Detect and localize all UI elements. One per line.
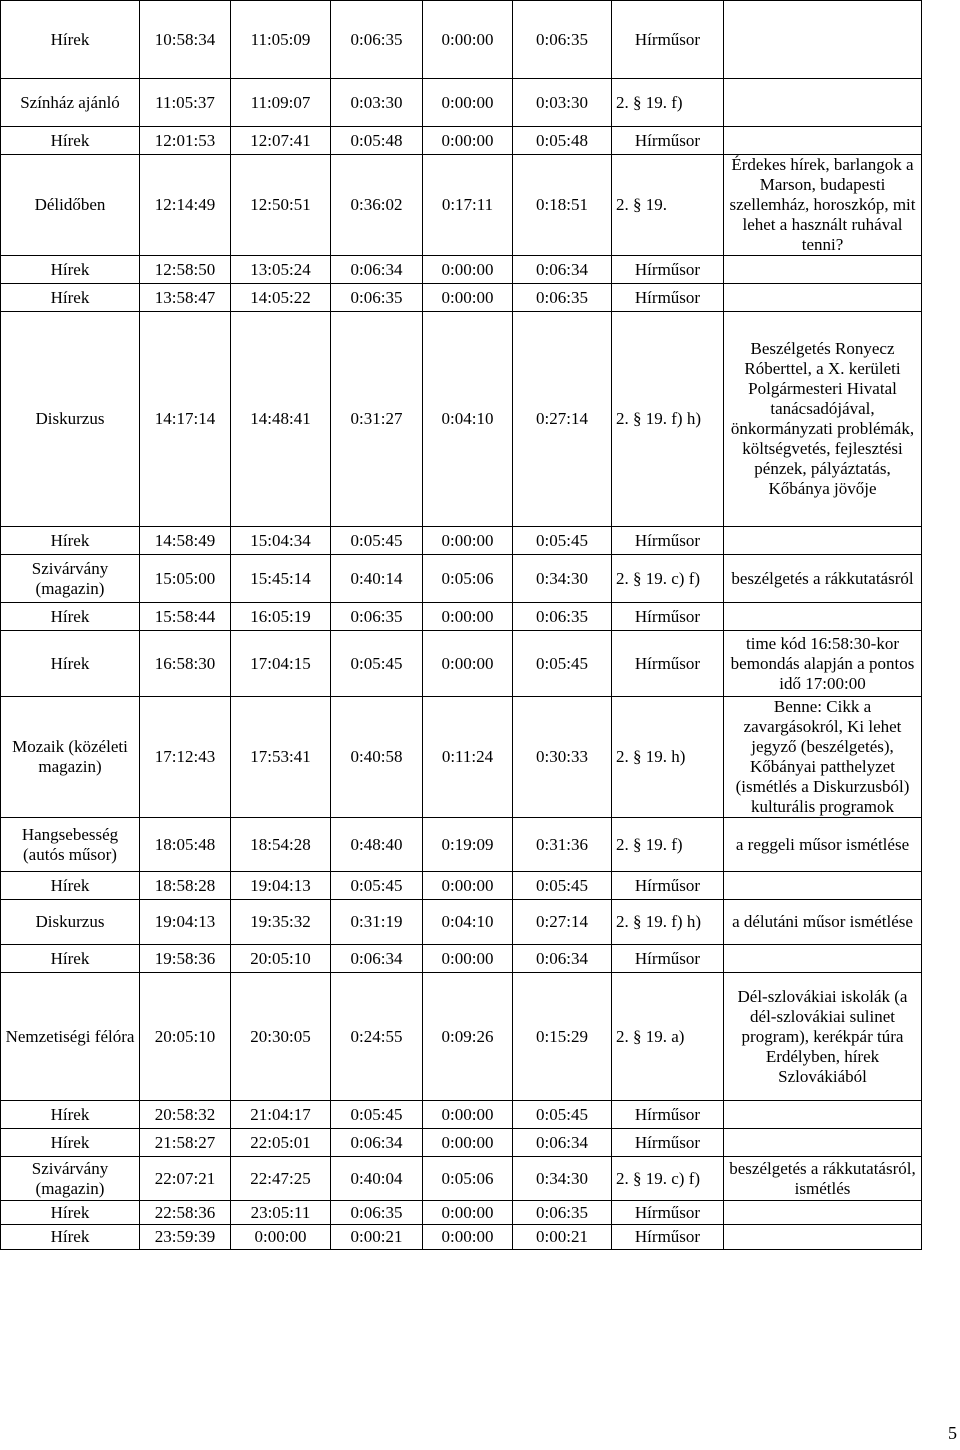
cell-category: Hírműsor (612, 1129, 724, 1157)
cell-duration: 0:06:35 (331, 1, 423, 79)
cell-ads: 0:00:00 (423, 127, 513, 155)
cell-end: 23:05:11 (231, 1201, 331, 1225)
cell-program: Hírek (1, 1101, 140, 1129)
cell-start: 13:58:47 (140, 284, 231, 312)
cell-program: Hírek (1, 1225, 140, 1250)
cell-net: 0:06:35 (513, 284, 612, 312)
cell-category: 2. § 19. (612, 155, 724, 256)
cell-ads: 0:00:00 (423, 945, 513, 973)
cell-note (724, 945, 922, 973)
cell-program: Hírek (1, 631, 140, 697)
cell-note (724, 284, 922, 312)
table-row (1, 1101, 922, 1129)
table-row (1, 1129, 922, 1157)
cell-duration: 0:05:45 (331, 527, 423, 555)
cell-duration: 0:00:21 (331, 1225, 423, 1250)
cell-end: 22:05:01 (231, 1129, 331, 1157)
cell-end: 19:04:13 (231, 872, 331, 900)
cell-category: Hírműsor (612, 284, 724, 312)
cell-category: Hírműsor (612, 127, 724, 155)
cell-end: 12:07:41 (231, 127, 331, 155)
cell-duration: 0:05:45 (331, 872, 423, 900)
cell-net: 0:06:34 (513, 945, 612, 973)
cell-duration: 0:06:34 (331, 1129, 423, 1157)
cell-ads: 0:19:09 (423, 818, 513, 872)
cell-note (724, 127, 922, 155)
cell-start: 23:59:39 (140, 1225, 231, 1250)
cell-category: Hírműsor (612, 1, 724, 79)
cell-ads: 0:00:00 (423, 1129, 513, 1157)
cell-note: a délutáni műsor ismétlése (724, 900, 922, 945)
cell-end: 21:04:17 (231, 1101, 331, 1129)
cell-ads: 0:00:00 (423, 872, 513, 900)
cell-duration: 0:06:35 (331, 603, 423, 631)
cell-category: 2. § 19. c) f) (612, 555, 724, 603)
cell-duration: 0:06:35 (331, 284, 423, 312)
cell-program: Hangsebesség (autós műsor) (1, 818, 140, 872)
cell-duration: 0:40:58 (331, 697, 423, 818)
cell-net: 0:31:36 (513, 818, 612, 872)
cell-net: 0:15:29 (513, 973, 612, 1101)
cell-program: Színház ajánló (1, 79, 140, 127)
cell-program: Mozaik (közéleti magazin) (1, 697, 140, 818)
cell-note (724, 1129, 922, 1157)
cell-note (724, 1101, 922, 1129)
cell-category: Hírműsor (612, 1101, 724, 1129)
cell-net: 0:06:35 (513, 1201, 612, 1225)
cell-end: 17:04:15 (231, 631, 331, 697)
cell-program: Szivárvány (magazin) (1, 555, 140, 603)
table-row (1, 818, 922, 872)
cell-duration: 0:40:14 (331, 555, 423, 603)
cell-program: Hírek (1, 284, 140, 312)
cell-note: Érdekes hírek, barlangok a Marson, budapesti szellemház, horoszkóp, mit lehet a használt ruhával tenni? (724, 155, 922, 256)
cell-end: 16:05:19 (231, 603, 331, 631)
cell-duration: 0:06:35 (331, 1201, 423, 1225)
cell-ads: 0:00:00 (423, 1, 513, 79)
cell-note: a reggeli műsor ismétlése (724, 818, 922, 872)
table-row (1, 312, 922, 527)
cell-start: 10:58:34 (140, 1, 231, 79)
cell-end: 13:05:24 (231, 256, 331, 284)
cell-ads: 0:09:26 (423, 973, 513, 1101)
cell-program: Hírek (1, 1201, 140, 1225)
cell-program: Hírek (1, 1, 140, 79)
cell-note: beszélgetés a rákkutatásról, ismétlés (724, 1157, 922, 1201)
cell-start: 15:58:44 (140, 603, 231, 631)
cell-end: 12:50:51 (231, 155, 331, 256)
cell-end: 0:00:00 (231, 1225, 331, 1250)
cell-category: Hírműsor (612, 631, 724, 697)
cell-category: 2. § 19. c) f) (612, 1157, 724, 1201)
cell-end: 15:45:14 (231, 555, 331, 603)
cell-net: 0:27:14 (513, 312, 612, 527)
table-row (1, 1201, 922, 1225)
cell-program: Hírek (1, 256, 140, 284)
cell-start: 12:01:53 (140, 127, 231, 155)
table-row (1, 631, 922, 697)
cell-duration: 0:48:40 (331, 818, 423, 872)
cell-net: 0:18:51 (513, 155, 612, 256)
cell-duration: 0:31:19 (331, 900, 423, 945)
cell-category: Hírműsor (612, 527, 724, 555)
table-row (1, 1, 922, 79)
cell-program: Hírek (1, 945, 140, 973)
cell-category: 2. § 19. f) h) (612, 312, 724, 527)
cell-category: Hírműsor (612, 1225, 724, 1250)
cell-duration: 0:05:48 (331, 127, 423, 155)
table-row (1, 555, 922, 603)
cell-start: 22:58:36 (140, 1201, 231, 1225)
cell-category: Hírműsor (612, 1201, 724, 1225)
cell-net: 0:06:34 (513, 256, 612, 284)
cell-ads: 0:05:06 (423, 1157, 513, 1201)
cell-duration: 0:36:02 (331, 155, 423, 256)
cell-note (724, 256, 922, 284)
cell-end: 14:48:41 (231, 312, 331, 527)
cell-ads: 0:00:00 (423, 79, 513, 127)
cell-start: 14:17:14 (140, 312, 231, 527)
cell-net: 0:05:48 (513, 127, 612, 155)
cell-ads: 0:00:00 (423, 603, 513, 631)
cell-net: 0:05:45 (513, 1101, 612, 1129)
cell-start: 18:05:48 (140, 818, 231, 872)
cell-start: 12:14:49 (140, 155, 231, 256)
table-row (1, 256, 922, 284)
cell-program: Hírek (1, 527, 140, 555)
table-row (1, 945, 922, 973)
cell-program: Szivárvány (magazin) (1, 1157, 140, 1201)
schedule-body (1, 1, 922, 1250)
cell-duration: 0:03:30 (331, 79, 423, 127)
cell-end: 14:05:22 (231, 284, 331, 312)
cell-duration: 0:31:27 (331, 312, 423, 527)
cell-note: Dél-szlovákiai iskolák (a dél-szlovákiai sulinet program), kerékpár túra Erdélyben, hírek Szlovákiából (724, 973, 922, 1101)
cell-note (724, 527, 922, 555)
cell-category: 2. § 19. a) (612, 973, 724, 1101)
cell-note: time kód 16:58:30-kor bemondás alapján a pontos idő 17:00:00 (724, 631, 922, 697)
cell-start: 19:04:13 (140, 900, 231, 945)
cell-ads: 0:05:06 (423, 555, 513, 603)
cell-category: 2. § 19. h) (612, 697, 724, 818)
cell-program: Hírek (1, 603, 140, 631)
cell-ads: 0:00:00 (423, 1225, 513, 1250)
cell-ads: 0:00:00 (423, 284, 513, 312)
cell-ads: 0:00:00 (423, 631, 513, 697)
cell-category: Hírműsor (612, 256, 724, 284)
cell-ads: 0:00:00 (423, 1101, 513, 1129)
cell-note (724, 1201, 922, 1225)
cell-ads: 0:00:00 (423, 1201, 513, 1225)
cell-end: 11:09:07 (231, 79, 331, 127)
cell-net: 0:30:33 (513, 697, 612, 818)
cell-start: 17:12:43 (140, 697, 231, 818)
cell-end: 20:05:10 (231, 945, 331, 973)
cell-ads: 0:00:00 (423, 527, 513, 555)
cell-program: Diskurzus (1, 900, 140, 945)
cell-start: 18:58:28 (140, 872, 231, 900)
cell-net: 0:27:14 (513, 900, 612, 945)
cell-end: 18:54:28 (231, 818, 331, 872)
table-row (1, 697, 922, 818)
cell-duration: 0:40:04 (331, 1157, 423, 1201)
cell-net: 0:00:21 (513, 1225, 612, 1250)
cell-duration: 0:06:34 (331, 256, 423, 284)
cell-duration: 0:05:45 (331, 1101, 423, 1129)
cell-start: 22:07:21 (140, 1157, 231, 1201)
cell-duration: 0:05:45 (331, 631, 423, 697)
cell-net: 0:06:34 (513, 1129, 612, 1157)
cell-note (724, 1225, 922, 1250)
cell-end: 19:35:32 (231, 900, 331, 945)
cell-category: Hírműsor (612, 872, 724, 900)
table-row (1, 900, 922, 945)
cell-category: 2. § 19. f) (612, 818, 724, 872)
cell-ads: 0:04:10 (423, 312, 513, 527)
cell-category: Hírműsor (612, 603, 724, 631)
cell-net: 0:06:35 (513, 603, 612, 631)
cell-net: 0:34:30 (513, 1157, 612, 1201)
cell-ads: 0:17:11 (423, 155, 513, 256)
cell-end: 22:47:25 (231, 1157, 331, 1201)
cell-end: 20:30:05 (231, 973, 331, 1101)
cell-end: 11:05:09 (231, 1, 331, 79)
cell-note: Benne: Cikk a zavargásokról, Ki lehet jegyző (beszélgetés), Kőbányai patthelyzet (ismétlés a Diskurzusból) kulturális programok (724, 697, 922, 818)
cell-note: beszélgetés a rákkutatásról (724, 555, 922, 603)
cell-program: Délidőben (1, 155, 140, 256)
cell-program: Nemzetiségi félóra (1, 973, 140, 1101)
table-row (1, 872, 922, 900)
cell-end: 17:53:41 (231, 697, 331, 818)
cell-ads: 0:04:10 (423, 900, 513, 945)
cell-net: 0:05:45 (513, 527, 612, 555)
cell-note (724, 79, 922, 127)
cell-net: 0:34:30 (513, 555, 612, 603)
cell-start: 20:05:10 (140, 973, 231, 1101)
cell-end: 15:04:34 (231, 527, 331, 555)
cell-program: Hírek (1, 1129, 140, 1157)
cell-program: Hírek (1, 872, 140, 900)
cell-ads: 0:00:00 (423, 256, 513, 284)
cell-category: 2. § 19. f) h) (612, 900, 724, 945)
cell-duration: 0:06:34 (331, 945, 423, 973)
cell-start: 19:58:36 (140, 945, 231, 973)
cell-start: 14:58:49 (140, 527, 231, 555)
table-row (1, 603, 922, 631)
cell-start: 20:58:32 (140, 1101, 231, 1129)
table-row (1, 284, 922, 312)
cell-net: 0:05:45 (513, 872, 612, 900)
cell-net: 0:06:35 (513, 1, 612, 79)
page-number: 5 (948, 1423, 957, 1443)
cell-program: Diskurzus (1, 312, 140, 527)
table-row (1, 155, 922, 256)
table-row (1, 79, 922, 127)
cell-start: 21:58:27 (140, 1129, 231, 1157)
cell-net: 0:03:30 (513, 79, 612, 127)
cell-program: Hírek (1, 127, 140, 155)
table-row (1, 1157, 922, 1201)
cell-note (724, 1, 922, 79)
cell-start: 12:58:50 (140, 256, 231, 284)
cell-start: 15:05:00 (140, 555, 231, 603)
cell-note (724, 603, 922, 631)
cell-ads: 0:11:24 (423, 697, 513, 818)
table-row (1, 1225, 922, 1250)
cell-category: Hírműsor (612, 945, 724, 973)
cell-note: Beszélgetés Ronyecz Róberttel, a X. kerületi Polgármesteri Hivatal tanácsadójával, önkormányzati problémák, költségvetés, fejlesztési pénzek, pályáztatás, Kőbánya jövője (724, 312, 922, 527)
cell-net: 0:05:45 (513, 631, 612, 697)
table-row (1, 527, 922, 555)
cell-duration: 0:24:55 (331, 973, 423, 1101)
cell-start: 16:58:30 (140, 631, 231, 697)
cell-category: 2. § 19. f) (612, 79, 724, 127)
cell-note (724, 872, 922, 900)
table-row (1, 973, 922, 1101)
cell-start: 11:05:37 (140, 79, 231, 127)
table-row (1, 127, 922, 155)
